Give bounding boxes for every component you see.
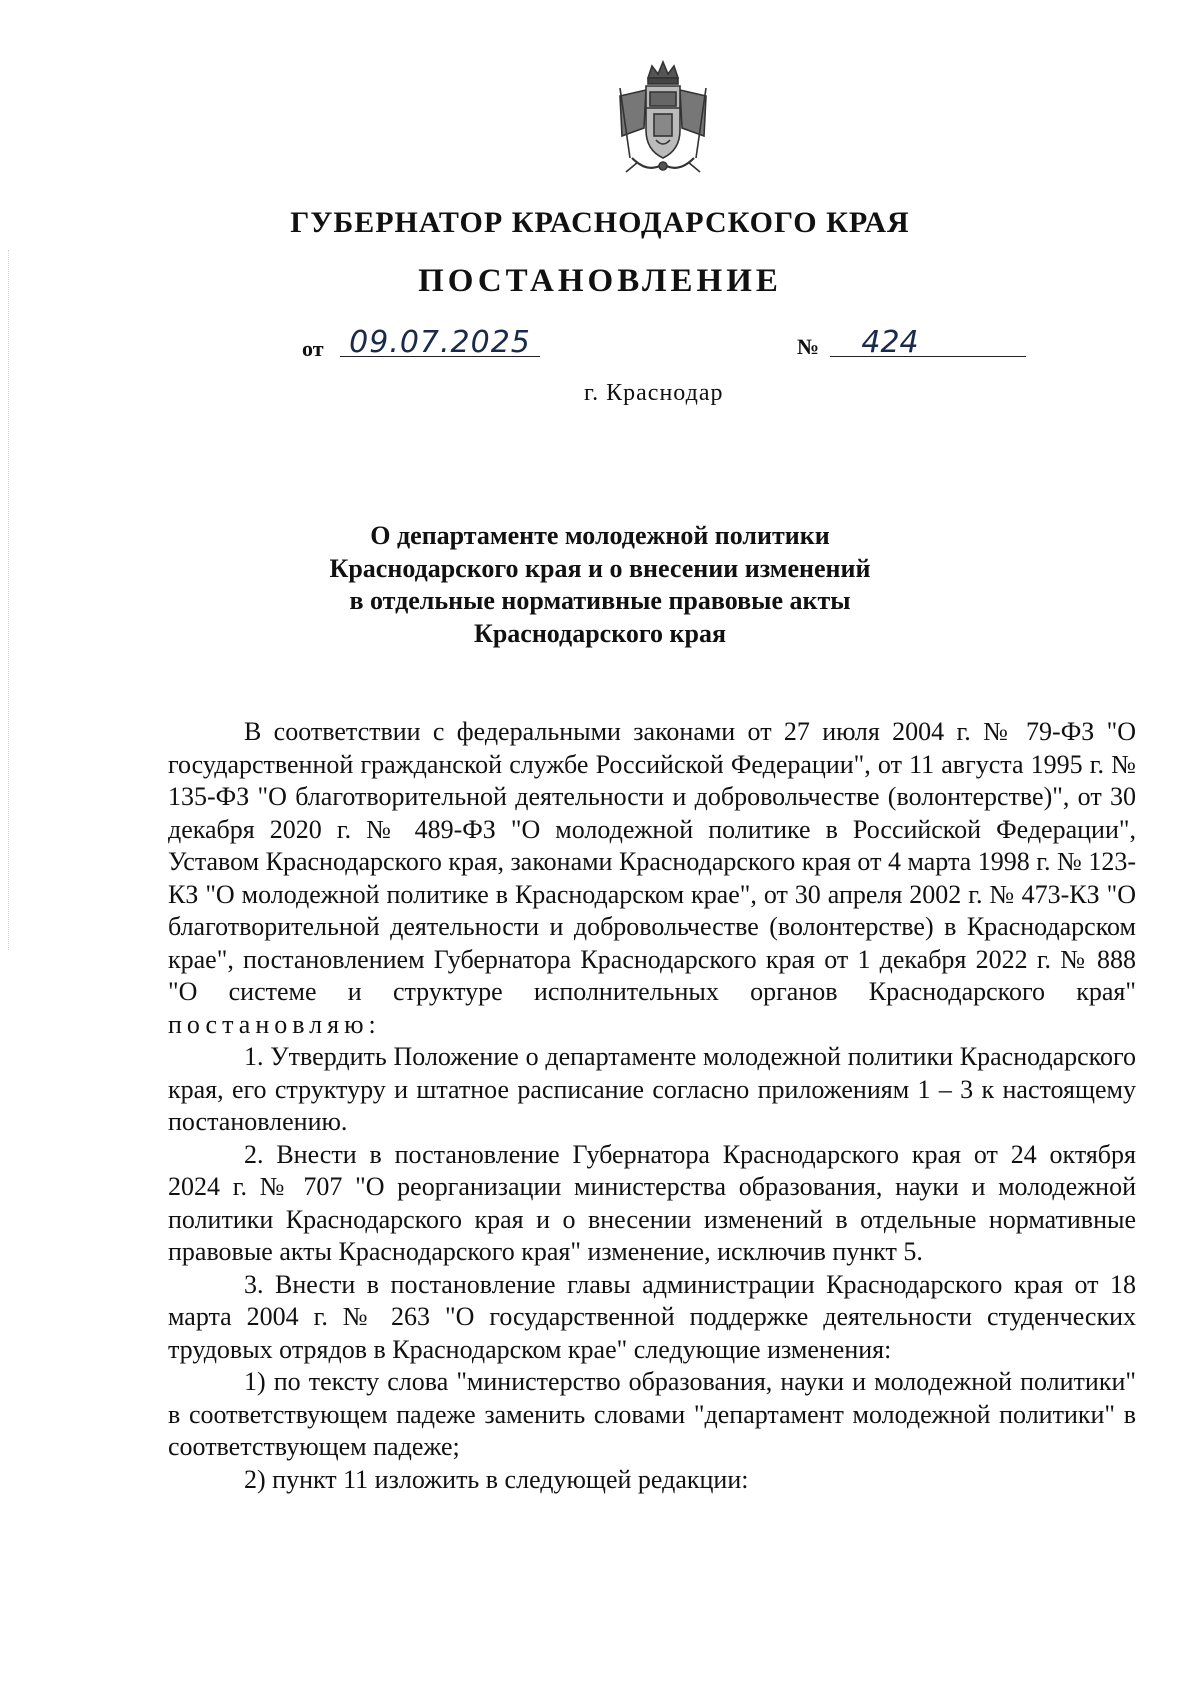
issuing-authority: ГУБЕРНАТОР КРАСНОДАРСКОГО КРАЯ	[290, 206, 910, 239]
title-line: Краснодарского края	[473, 618, 727, 648]
sub-item-1: 1) по тексту слова "министерство образования, науки и молодежной политики" в соответствующем падеже заменить словами "департамент молодежной политики" в соответствующем падеже;	[168, 1367, 1136, 1461]
item-1: 1. Утвердить Положение о департаменте молодежной политики Краснодарского края, его структуру и штатное расписание согласно приложениям 1 – 3 к настоящему постановлению.	[168, 1042, 1136, 1136]
document-type: ПОСТАНОВЛЕНИЕ	[418, 263, 782, 299]
preamble-paragraph	[168, 716, 1136, 1041]
title-line: в отдельные нормативные правовые акты	[349, 586, 851, 615]
resolve-word: постановляю:	[168, 1009, 381, 1039]
document-body	[168, 716, 1136, 1496]
date-label: от	[302, 336, 324, 361]
number-value: 424	[861, 325, 919, 360]
coat-of-arms-icon	[608, 58, 718, 176]
city: г. Краснодар	[584, 380, 724, 406]
item-3: 3. Внести в постановление главы администрации Краснодарского края от 18 марта 2004 г. № 263 "О государственной поддержке деятельности студенческих трудовых отрядов в Краснодарском крае" следующие изменения:	[168, 1269, 1136, 1364]
date-value: 09.07.2025	[349, 325, 531, 360]
sub-item-2: 2) пункт 11 изложить в следующей редакции:	[244, 1464, 749, 1494]
title-line: Краснодарского края и о внесении изменений	[329, 553, 871, 583]
item-2: 2. Внести в постановление Губернатора Краснодарского края от 24 октября 2024 г. № 707 "О реорганизации министерства образования, науки и молодежной политики Краснодарского края и о внесении изменений в отдельные нормативные правовые акты Краснодарского края" изменение, исключив пункт 5.	[168, 1139, 1136, 1266]
preamble-text: В соответствии с федеральными законами от 27 июля 2004 г. № 79-ФЗ "О государственной гражданской службе Российской Федерации", от 11 августа 1995 г. № 135-ФЗ "О благотворительной деятельности и добровольчестве (волонтерстве)", от 30 декабря 2020 г. № 489-ФЗ "О молодежной политике в Российской Федерации", Уставом Краснодарского края, законами Краснодарского края от 4 марта 1998 г. № 123-КЗ "О молодежной политике в Краснодарском крае", от 30 апреля 2002 г. № 473-КЗ "О благотворительной деятельности и добровольчестве (волонтерстве) в Краснодарском крае", постановлением Губернатора Краснодарского края от 1 декабря 2022 г. № 888 "О системе и структуре исполнительных органов Краснодарского края"	[168, 717, 1136, 1006]
title-line: О департаменте молодежной политики	[370, 521, 830, 550]
document-title	[0, 520, 1200, 650]
number-label: №	[797, 334, 820, 359]
